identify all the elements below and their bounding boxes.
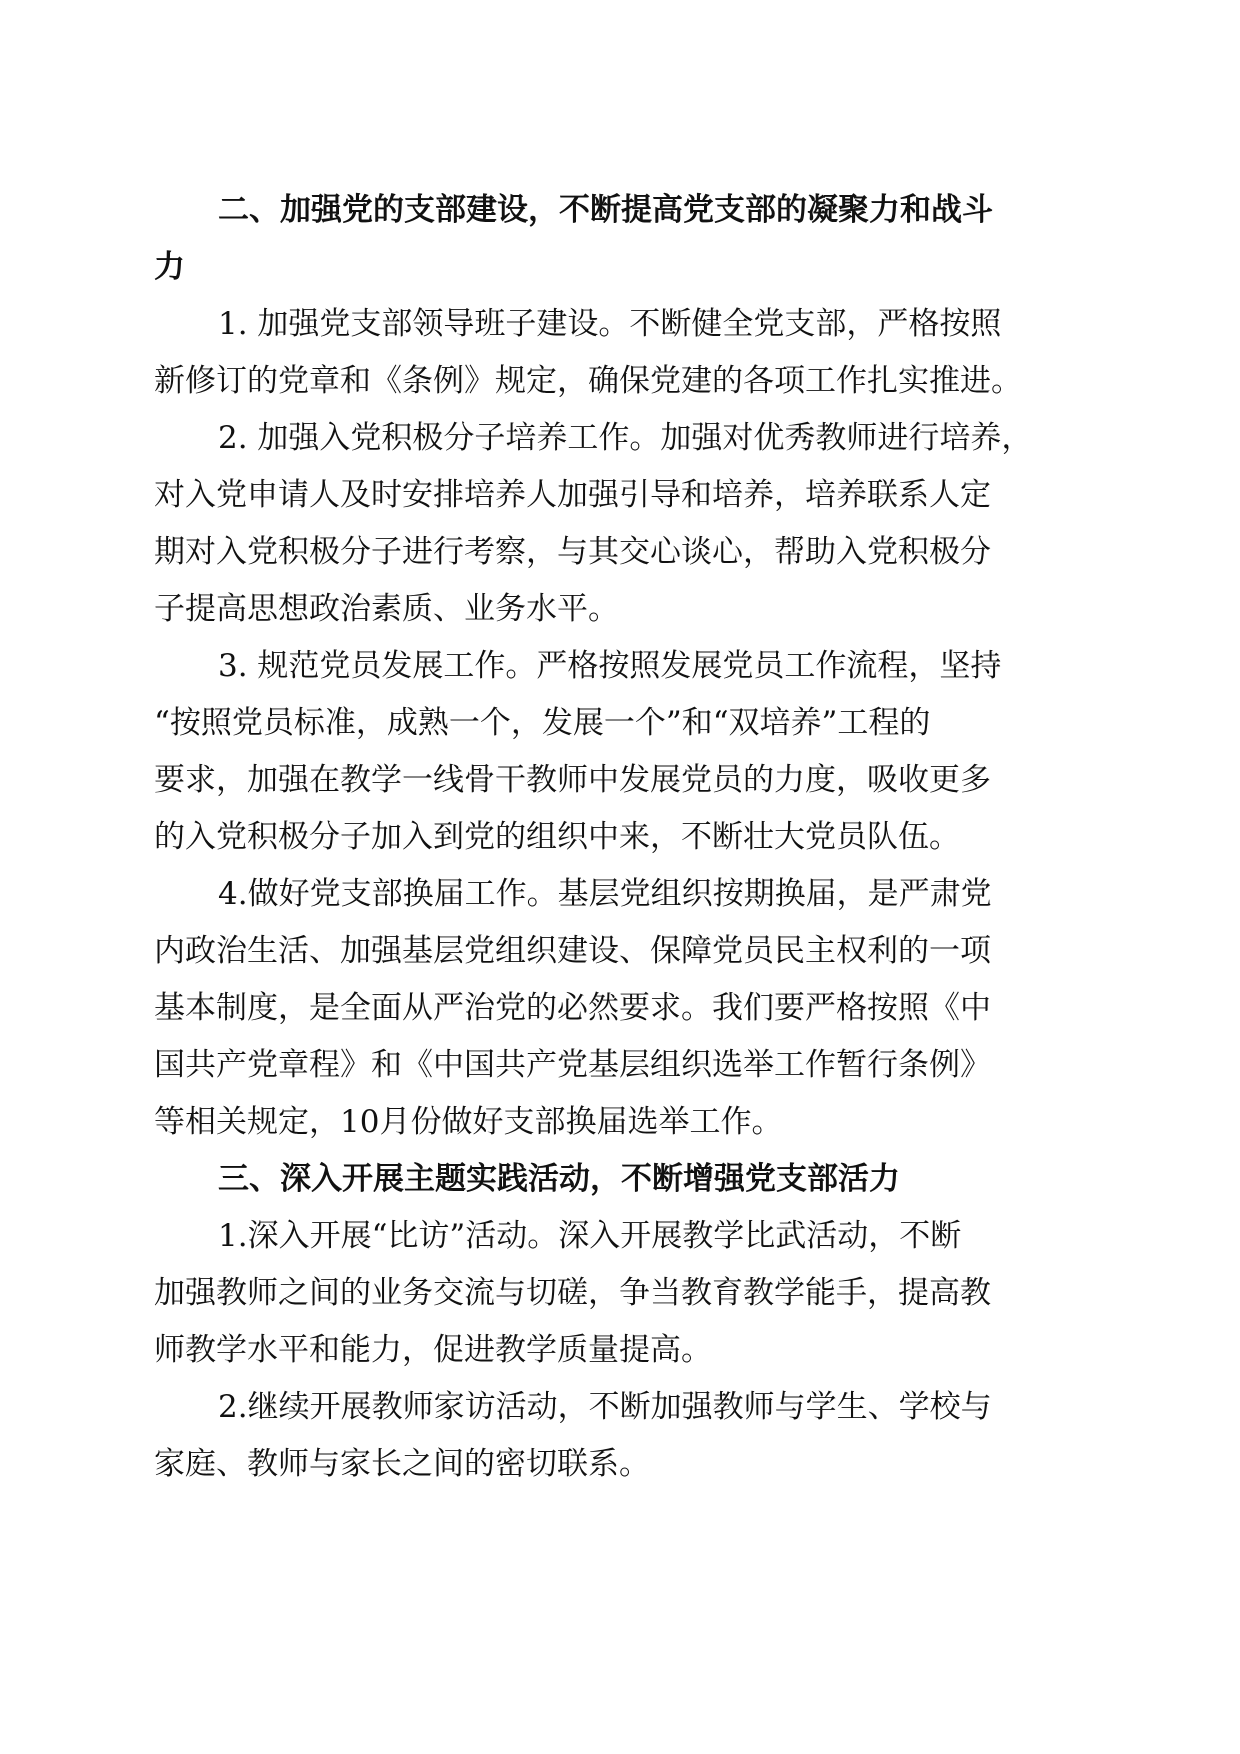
paragraph-line: 新修订的党章和《条例》规定，确保党建的各项工作扎实推进。 [154,363,1022,399]
paragraph-line: 4.做好党支部换届工作。基层党组织按期换届，是严肃党 [218,876,992,912]
section-heading-continued: 力 [154,249,185,285]
paragraph-line: “按照党员标准，成熟一个，发展一个”和“双培养”工程的 [154,705,931,741]
paragraph-line: 1.深入开展“比访”活动。深入开展教学比武活动，不断 [218,1218,962,1254]
paragraph-line: 2.继续开展教师家访活动，不断加强教师与学生、学校与 [218,1389,992,1425]
paragraph-line: 期对入党积极分子进行考察，与其交心谈心，帮助入党积极分 [154,534,991,570]
section-heading: 二、加强党的支部建设，不断提高党支部的凝聚力和战斗 [218,192,993,228]
paragraph [154,410,1094,638]
section-heading: 三、深入开展主题实践活动，不断增强党支部活力 [218,1161,900,1197]
paragraph-line: 等相关规定，10月份做好支部换届选举工作。 [154,1104,783,1140]
paragraph-line: 家庭、教师与家长之间的密切联系。 [154,1446,650,1482]
paragraph [154,638,1094,866]
paragraph-line: 基本制度，是全面从严治党的必然要求。我们要严格按照《中 [154,990,991,1026]
section-2 [154,182,1094,1151]
paragraph-line: 1. 加强党支部领导班子建设。不断健全党支部，严格按照 [218,306,1002,342]
paragraph-line: 要求，加强在教学一线骨干教师中发展党员的力度，吸收更多 [154,762,991,798]
paragraph [154,1379,1094,1493]
paragraph-line: 2. 加强入党积极分子培养工作。加强对优秀教师进行培养， [218,420,1033,456]
paragraph [154,1208,1094,1379]
paragraph-line: 内政治生活、加强基层党组织建设、保障党员民主权利的一项 [154,933,991,969]
section-3 [154,1151,1094,1493]
paragraph-line: 对入党申请人及时安排培养人加强引导和培养，培养联系人定 [154,477,991,513]
paragraph-line: 国共产党章程》和《中国共产党基层组织选举工作暂行条例》 [154,1047,991,1083]
paragraph-line: 加强教师之间的业务交流与切磋，争当教育教学能手，提高教 [154,1275,991,1311]
paragraph-line: 师教学水平和能力，促进教学质量提高。 [154,1332,712,1368]
paragraph-line: 子提高思想政治素质、业务水平。 [154,591,619,627]
document-body [154,182,1094,1493]
paragraph-line: 3. 规范党员发展工作。严格按照发展党员工作流程，坚持 [218,648,1002,684]
paragraph [154,866,1094,1151]
paragraph [154,296,1094,410]
paragraph-line: 的入党积极分子加入到党的组织中来，不断壮大党员队伍。 [154,819,960,855]
